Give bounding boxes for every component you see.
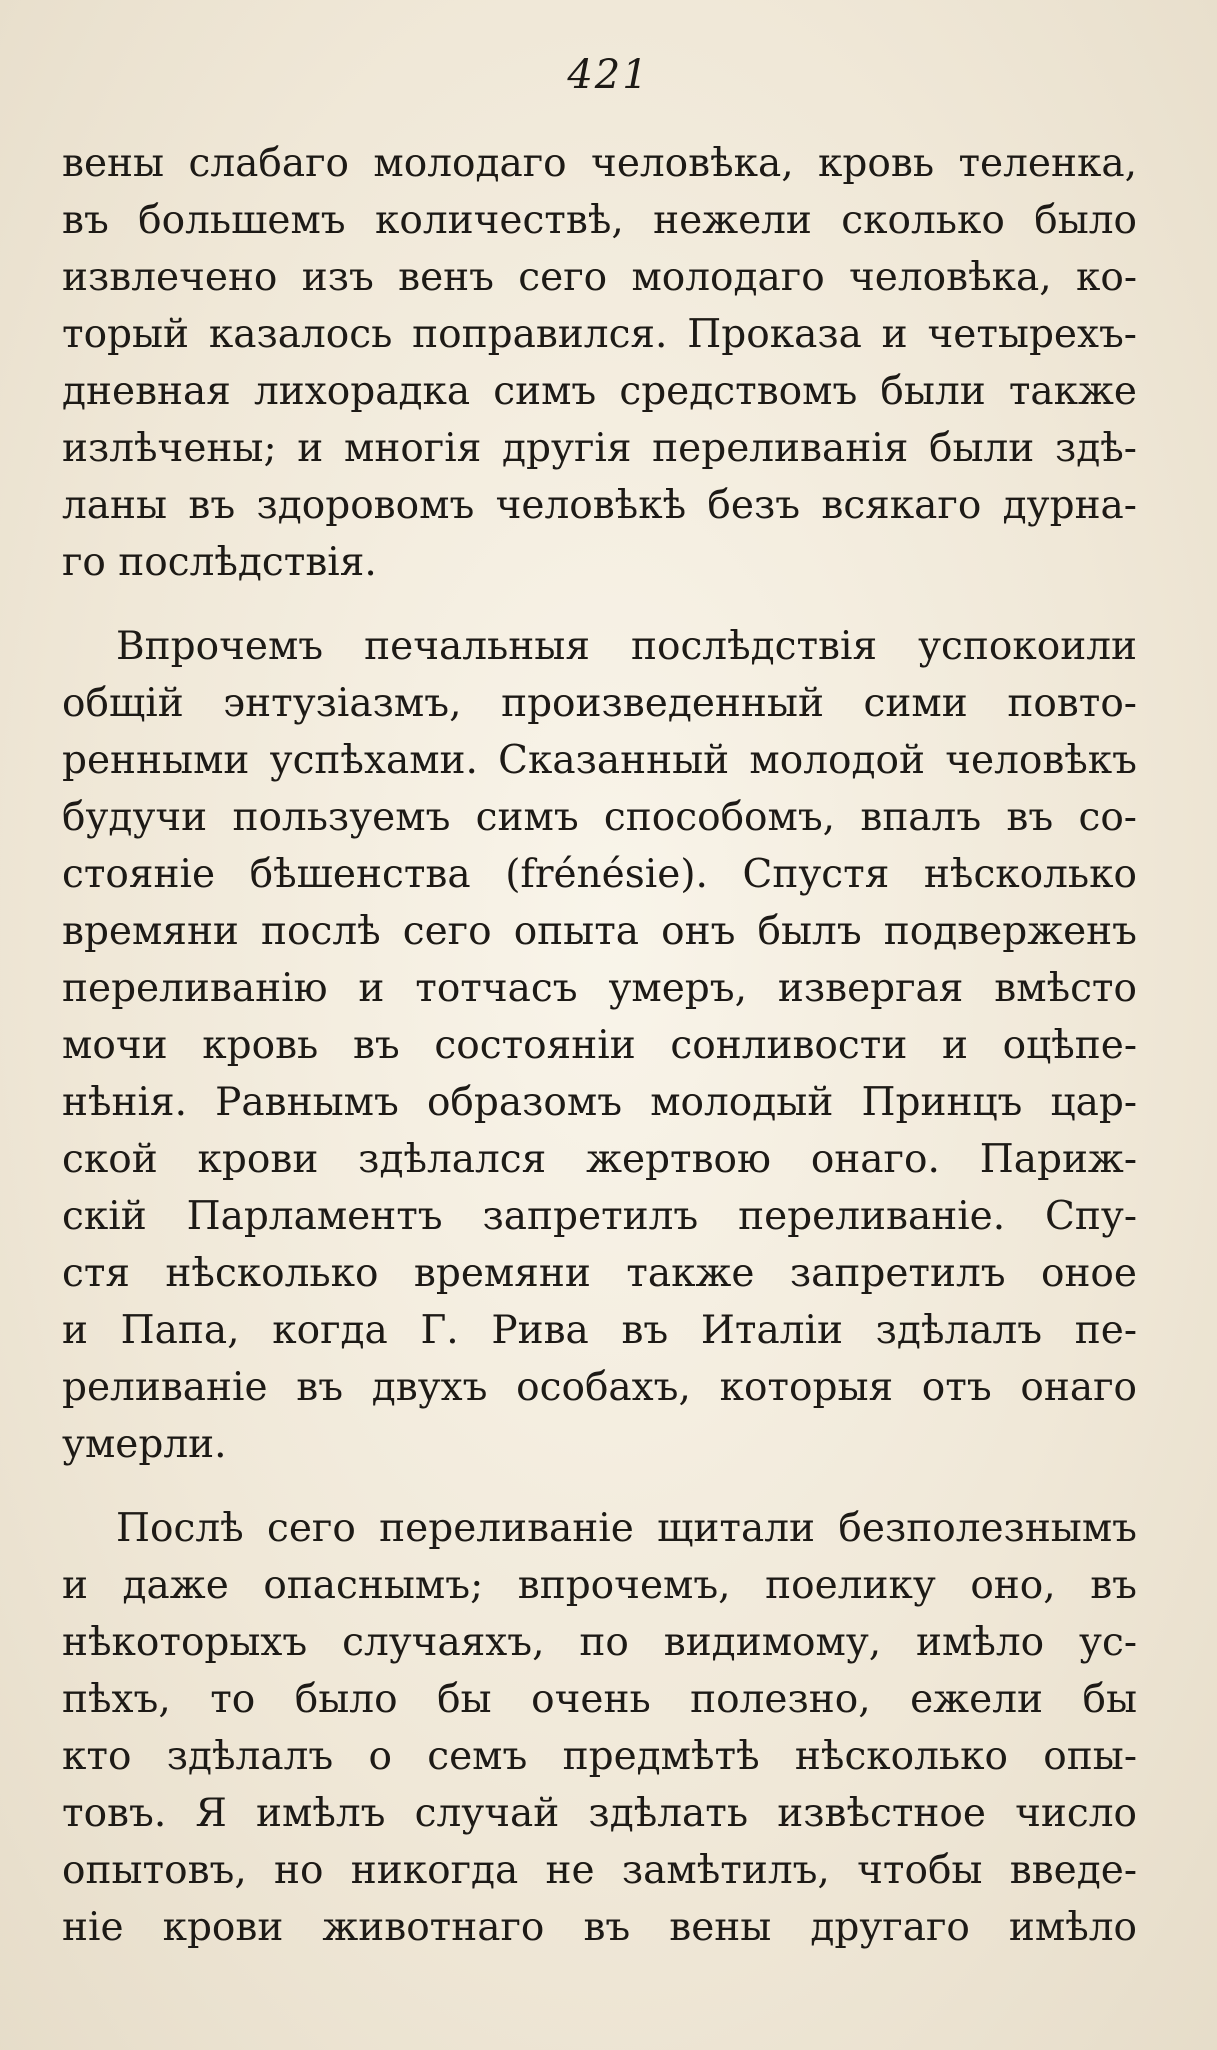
- text-line: излѣчены; и многія другія переливанія были здѣ-: [62, 426, 1137, 471]
- text-line: и даже опаснымъ; впрочемъ, поелику оно, въ: [62, 1563, 1137, 1608]
- paragraph: [62, 135, 1137, 591]
- text-line: реливаніе въ двухъ особахъ, которыя отъ онаго: [62, 1365, 1137, 1410]
- text-line: стояніе бѣшенства (frénésie). Спустя нѣсколько: [62, 852, 1137, 897]
- text-line: умерли.: [62, 1422, 227, 1467]
- text-line: и Папа, когда Г. Рива въ Италіи здѣлалъ пе-: [62, 1308, 1137, 1353]
- page-number: 421: [567, 52, 650, 98]
- text-line: въ большемъ количествѣ, нежели сколько было: [62, 198, 1137, 243]
- text-line: нѣнія. Равнымъ образомъ молодый Принцъ цар-: [62, 1080, 1137, 1125]
- text-line: ніе крови животнаго въ вены другаго имѣло: [62, 1905, 1137, 1950]
- text-line: вены слабаго молодаго человѣка, кровь теленка,: [62, 141, 1137, 186]
- text-line: извлечено изъ венъ сего молодаго человѣка, ко-: [62, 255, 1137, 300]
- text-line: времяни послѣ сего опыта онъ былъ подверженъ: [62, 909, 1137, 954]
- text-line: пѣхъ, то было бы очень полезно, ежели бы: [62, 1677, 1137, 1722]
- text-line: дневная лихорадка симъ средствомъ были также: [62, 369, 1137, 414]
- text-line: общій энтузіазмъ, произведенный сими повто-: [62, 681, 1137, 726]
- text-body: [62, 135, 1137, 1956]
- paragraph: [62, 1500, 1137, 1956]
- text-line: ланы въ здоровомъ человѣкѣ безъ всякаго дурна-: [62, 483, 1137, 528]
- text-line: го послѣдствія.: [62, 540, 377, 585]
- text-line: ренными успѣхами. Сказанный молодой человѣкъ: [62, 738, 1137, 783]
- text-line: опытовъ, но никогда не замѣтилъ, чтобы введе-: [62, 1848, 1137, 1893]
- text-line: стя нѣсколько времяни также запретилъ оное: [62, 1251, 1137, 1296]
- text-line: ской крови здѣлался жертвою онаго. Париж-: [62, 1137, 1137, 1182]
- text-line: переливанію и тотчасъ умеръ, извергая вмѣсто: [62, 966, 1137, 1011]
- text-line: будучи пользуемъ симъ способомъ, впалъ въ со-: [62, 795, 1137, 840]
- paragraph: [62, 618, 1137, 1473]
- text-line: кто здѣлалъ о семъ предмѣтѣ нѣсколько опы-: [62, 1734, 1137, 1779]
- text-line: Послѣ сего переливаніе щитали безполезнымъ: [116, 1506, 1137, 1551]
- text-line: мочи кровь въ состояніи сонливости и оцѣпе-: [62, 1023, 1137, 1068]
- text-line: торый казалось поправился. Проказа и четырехъ-: [62, 312, 1137, 357]
- text-line: Впрочемъ печальныя послѣдствія успокоили: [116, 624, 1137, 669]
- text-line: товъ. Я имѣлъ случай здѣлать извѣстное число: [62, 1791, 1137, 1836]
- text-line: скій Парламентъ запретилъ переливаніе. Спу-: [62, 1194, 1137, 1239]
- text-line: нѣкоторыхъ случаяхъ, по видимому, имѣло ус-: [62, 1620, 1137, 1665]
